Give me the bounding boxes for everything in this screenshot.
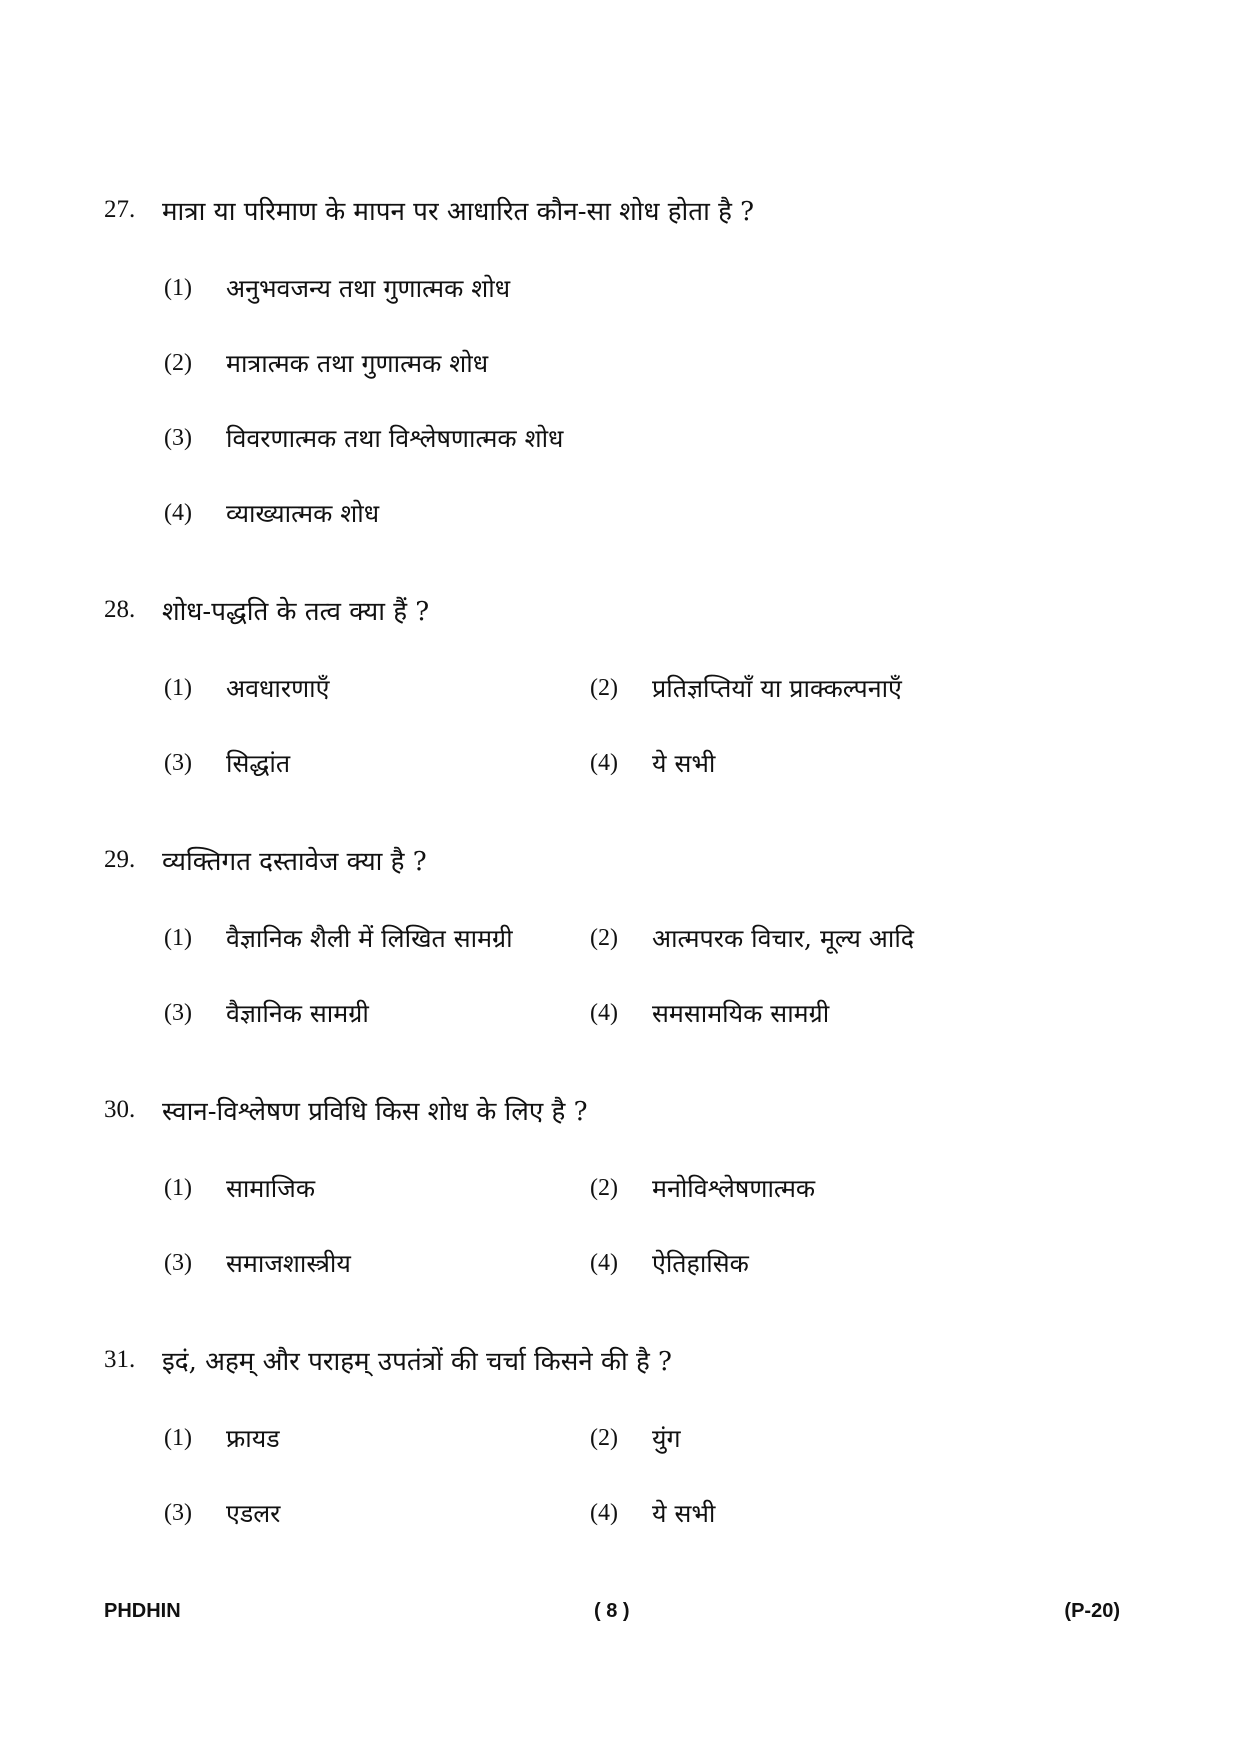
option-text: विवरणात्मक तथा विश्लेषणात्मक शोध: [226, 424, 564, 453]
option-number: (4): [590, 999, 618, 1026]
option-number: (1): [164, 1424, 192, 1451]
option-text: सिद्धांत: [226, 749, 291, 778]
question-number: 28.: [104, 596, 136, 623]
option-text: वैज्ञानिक शैली में लिखित सामग्री: [226, 924, 513, 953]
question-text: मात्रा या परिमाण के मापन पर आधारित कौन-सा शोध होता है ?: [162, 197, 755, 227]
option-number: (1): [164, 674, 192, 701]
option-2: [590, 920, 914, 956]
question-line: [104, 1340, 672, 1380]
option-4: [164, 495, 379, 531]
option-number: (1): [164, 1174, 192, 1201]
question-text: व्यक्तिगत दस्तावेज क्या है ?: [162, 847, 427, 877]
option-text: समाजशास्त्रीय: [226, 1249, 351, 1278]
option-number: (4): [590, 749, 618, 776]
question-text: स्वान-विश्लेषण प्रविधि किस शोध के लिए है ?: [162, 1097, 588, 1127]
option-number: (1): [164, 924, 192, 951]
question-number: 31.: [104, 1346, 136, 1373]
option-text: सामाजिक: [226, 1174, 316, 1203]
option-text: अवधारणाएँ: [226, 674, 330, 703]
option-text: फ्रायड: [226, 1424, 280, 1453]
option-number: (3): [164, 1249, 192, 1276]
option-text: आत्मपरक विचार, मूल्य आदि: [652, 924, 915, 953]
option-4: [590, 1495, 715, 1531]
option-number: (3): [164, 749, 192, 776]
question-number: 29.: [104, 846, 136, 873]
option-1: [164, 270, 510, 306]
footer-code: PHDHIN: [104, 1599, 181, 1622]
question-line: [104, 1090, 588, 1130]
option-text: प्रतिज्ञप्तियाँ या प्राक्कल्पनाएँ: [652, 674, 902, 703]
option-3: [164, 1245, 351, 1281]
option-4: [590, 995, 829, 1031]
option-text: ऐतिहासिक: [652, 1249, 749, 1278]
option-1: [164, 670, 329, 706]
question-number: 27.: [104, 196, 136, 223]
option-number: (4): [590, 1499, 618, 1526]
option-3: [164, 420, 563, 456]
option-2: [590, 1170, 815, 1206]
option-text: व्याख्यात्मक शोध: [226, 499, 380, 528]
question-number: 30.: [104, 1096, 136, 1123]
option-number: (1): [164, 274, 192, 301]
option-text: एडलर: [226, 1499, 281, 1528]
option-text: समसामयिक सामग्री: [652, 999, 830, 1028]
option-text: ये सभी: [652, 1499, 716, 1528]
option-3: [164, 745, 290, 781]
option-1: [164, 1420, 280, 1456]
option-number: (2): [590, 924, 618, 951]
option-text: वैज्ञानिक सामग्री: [226, 999, 369, 1028]
option-text: ये सभी: [652, 749, 716, 778]
option-text: मनोविश्लेषणात्मक: [652, 1174, 816, 1203]
option-number: (3): [164, 1499, 192, 1526]
option-1: [164, 920, 513, 956]
option-2: [590, 1420, 681, 1456]
option-number: (2): [590, 674, 618, 701]
question-line: [104, 840, 427, 880]
option-2: [164, 345, 488, 381]
option-text: मात्रात्मक तथा गुणात्मक शोध: [226, 349, 489, 378]
question-line: [104, 590, 429, 630]
option-2: [590, 670, 902, 706]
option-number: (2): [590, 1174, 618, 1201]
option-4: [590, 745, 715, 781]
footer-series: (P-20): [1064, 1599, 1120, 1622]
question-text: शोध-पद्धति के तत्व क्या हैं ?: [162, 597, 430, 627]
option-number: (3): [164, 999, 192, 1026]
option-text: अनुभवजन्य तथा गुणात्मक शोध: [226, 274, 511, 303]
option-number: (4): [590, 1249, 618, 1276]
footer-page-number: ( 8 ): [594, 1599, 630, 1622]
option-number: (2): [164, 349, 192, 376]
option-1: [164, 1170, 315, 1206]
option-number: (2): [590, 1424, 618, 1451]
option-3: [164, 995, 369, 1031]
option-3: [164, 1495, 280, 1531]
option-number: (4): [164, 499, 192, 526]
question-line: [104, 190, 754, 230]
option-number: (3): [164, 424, 192, 451]
question-text: इदं, अहम् और पराहम् उपतंत्रों की चर्चा किसने की है ?: [162, 1347, 672, 1377]
option-text: युंग: [652, 1424, 681, 1453]
option-4: [590, 1245, 749, 1281]
